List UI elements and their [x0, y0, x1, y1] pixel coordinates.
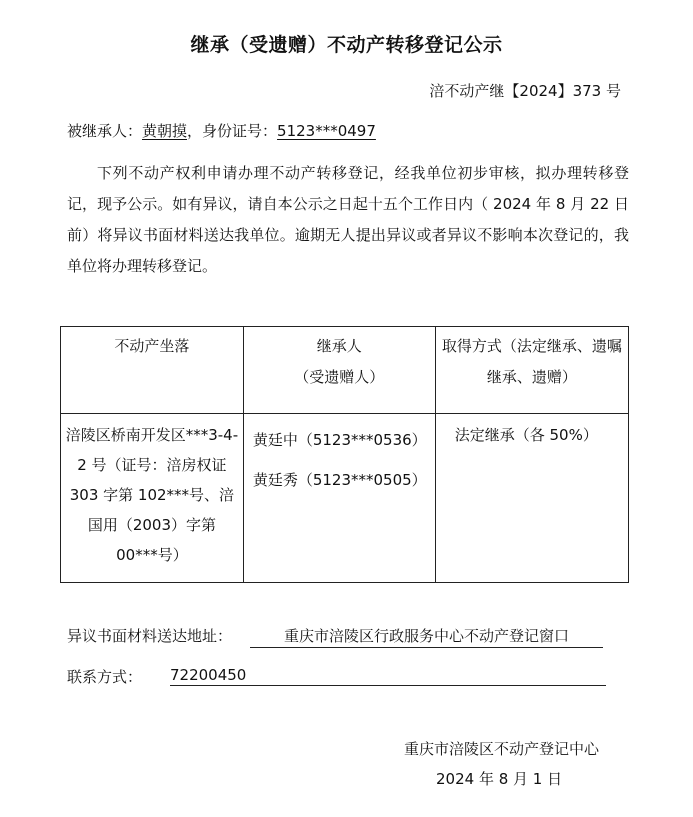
header-heir-line2: （受遗赠人） [294, 368, 385, 386]
issuer-name: 重庆市涪陵区不动产登记中心 [404, 740, 600, 758]
header-location: 不动产坐落 [61, 327, 244, 414]
contact-label: 联系方式： [67, 668, 143, 686]
heir-1: 黄廷中（5123***0536） [252, 431, 427, 449]
table-row [61, 414, 629, 583]
header-heir-line1: 继承人 [316, 337, 362, 355]
registration-table [60, 326, 629, 583]
table-header-row [61, 327, 629, 414]
notice-body-paragraph: 下列不动产权利申请办理不动产转移登记，经我单位初步审核，拟办理转移登记，现予公示。如有异议，请自本公示之日起十五个工作日内（ 2024 年 8 月 22 日前）将异议书面材料送达我单位。逾期无人提出异议或者异议不影响本次登记的，我单位将办理转移登记。 [67, 164, 629, 275]
cell-property-location: 涪陵区桥南开发区***3-4-2 号（证号：涪房权证 303 字第 102***号、涪国用（2003）字第 00***号） [61, 414, 244, 583]
notice-title: 继承（受遗赠）不动产转移登记公示 [190, 34, 503, 56]
issue-date: 2024 年 8 月 1 日 [436, 770, 563, 788]
objection-address-value: 重庆市涪陵区行政服务中心不动产登记窗口 [250, 625, 603, 648]
cell-acquisition-method: 法定继承（各 50%） [435, 414, 628, 583]
heir-2: 黄廷秀（5123***0505） [252, 471, 427, 489]
document-number: 涪不动产继【2024】373 号 [429, 82, 621, 100]
header-method: 取得方式（法定继承、遗嘱继承、遗赠） [435, 327, 628, 414]
cell-heirs [243, 414, 435, 583]
objection-address-label: 异议书面材料送达地址： [67, 627, 233, 645]
decedent-id-number: 5123***0497 [277, 122, 376, 140]
header-heir [243, 327, 435, 414]
decedent-label: 被继承人： [67, 122, 143, 140]
decedent-line [67, 120, 376, 141]
decedent-id-label: ，身份证号： [187, 122, 278, 140]
decedent-name: 黄朝摸 [142, 122, 188, 140]
contact-value: 72200450 [170, 666, 606, 686]
